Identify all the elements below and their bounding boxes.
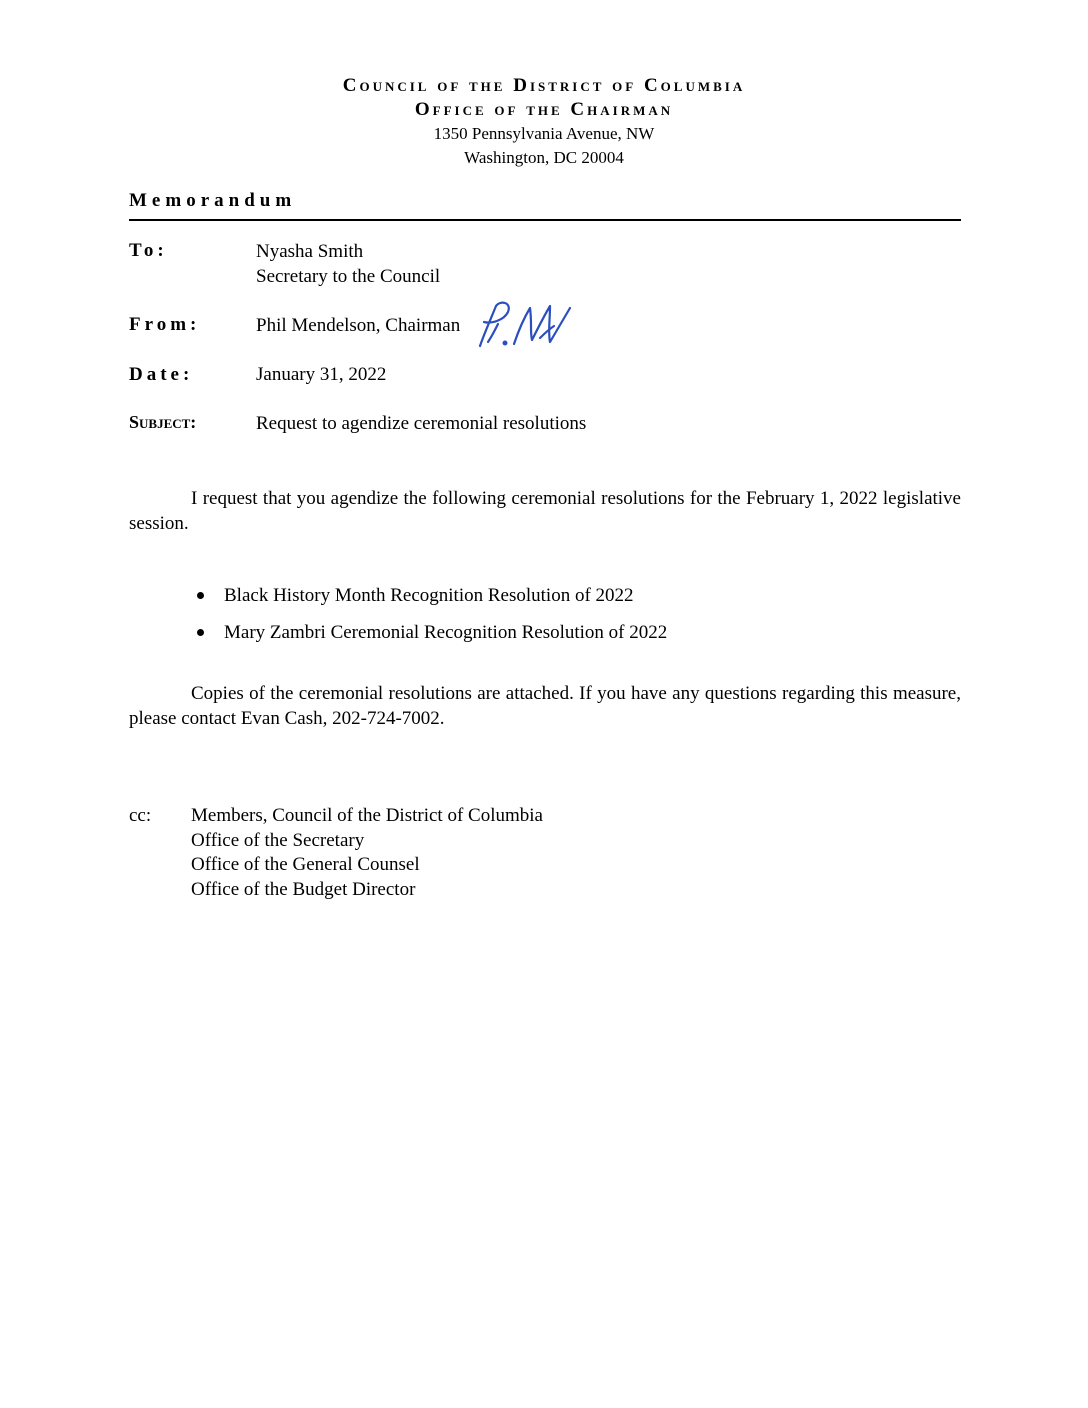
- cc-recipient: Office of the Secretary: [191, 829, 365, 851]
- closing-paragraph: Copies of the ceremonial resolutions are attached. If you have any questions regarding this measure, please contact Evan Cash, 202-724-7002.: [129, 683, 961, 729]
- list-item: [190, 583, 667, 620]
- resolution-item-1: Black History Month Recognition Resolution of 2022: [224, 585, 634, 606]
- letterhead-council: Council of the District of Columbia: [342, 75, 746, 96]
- signature-icon: [470, 298, 580, 353]
- bullet-icon: [197, 629, 204, 636]
- letterhead: [0, 74, 1088, 170]
- subject-value: Request to agendize ceremonial resolutions: [256, 413, 587, 434]
- letterhead-city: Washington, DC 20004: [464, 148, 624, 167]
- memo-title: Memorandum: [129, 190, 297, 211]
- date-label: Date:: [129, 364, 194, 385]
- list-item: [190, 620, 667, 657]
- cc-recipient: Office of the General Counsel: [191, 854, 420, 875]
- to-name: Nyasha Smith: [256, 241, 364, 262]
- bullet-icon: [197, 592, 204, 599]
- to-label: To:: [129, 240, 168, 261]
- date-value: January 31, 2022: [256, 364, 387, 385]
- to-title: Secretary to the Council: [256, 266, 441, 287]
- cc-recipient: Members, Council of the District of Columbia: [191, 805, 543, 826]
- header-divider: [129, 219, 961, 221]
- cc-label: cc:: [129, 805, 152, 826]
- resolution-item-2: Mary Zambri Ceremonial Recognition Resolution of 2022: [224, 622, 668, 643]
- letterhead-office: Office of the Chairman: [414, 99, 674, 120]
- from-value: Phil Mendelson, Chairman: [256, 315, 461, 336]
- cc-recipients: [191, 804, 543, 902]
- cc-recipient: Office of the Budget Director: [191, 878, 416, 900]
- letterhead-street: 1350 Pennsylvania Avenue, NW: [433, 124, 655, 143]
- intro-paragraph: I request that you agendize the following ceremonial resolutions for the February 1, 2022 legislative session.: [129, 488, 961, 534]
- from-label: From:: [129, 314, 201, 335]
- subject-label: Subject:: [129, 412, 197, 432]
- resolution-list: [190, 583, 667, 657]
